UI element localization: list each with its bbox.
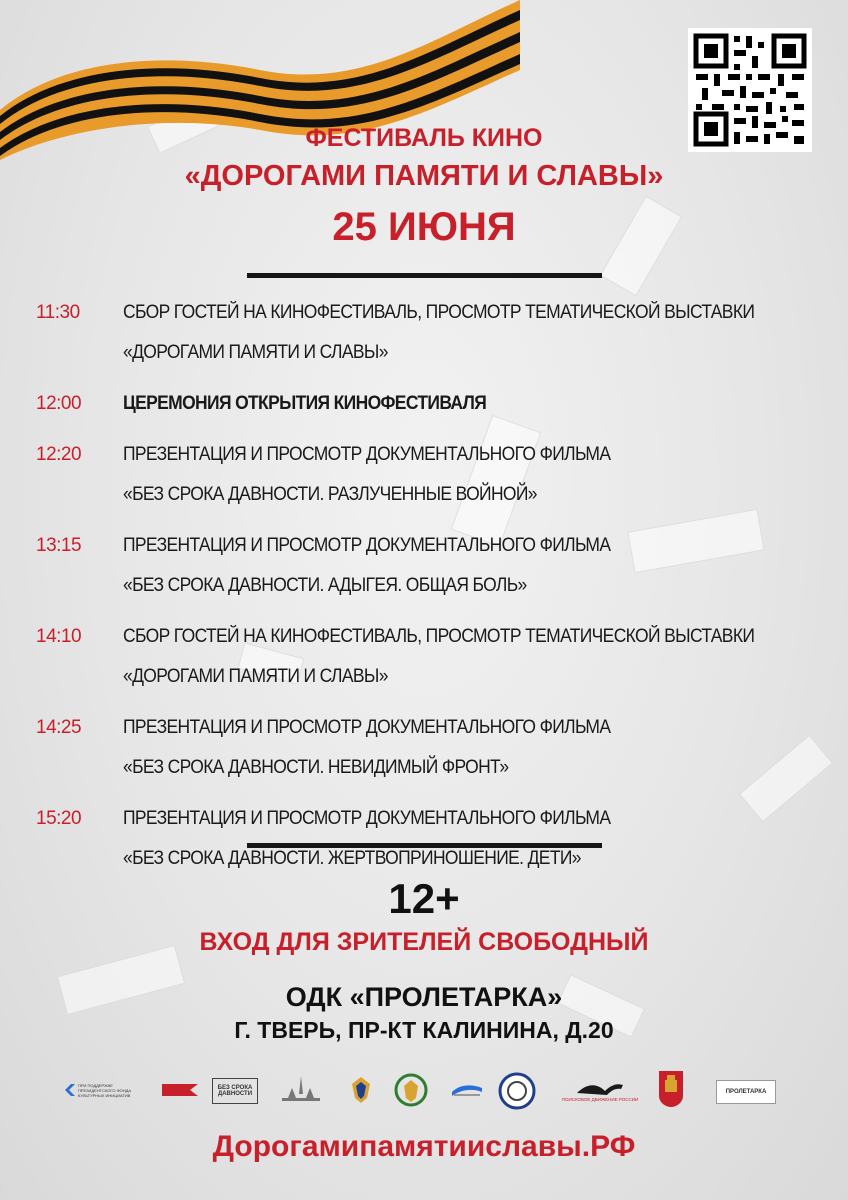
schedule-time: 12:00 (36, 393, 82, 414)
presidential-fund-logo: ПРИ ПОДДЕРЖКЕ ПРЕЗИДЕНТСКОГО ФОНДА КУЛЬТУРНЫХ ИНИЦИАТИВ (64, 1080, 148, 1100)
monument-logo (272, 1074, 330, 1104)
schedule-line: «БЕЗ СРОКА ДАВНОСТИ. ЖЕРТВОПРИНОШЕНИЕ. ДЕТИ» (123, 848, 581, 869)
schedule-description (123, 440, 742, 520)
schedule-time: 13:15 (36, 535, 82, 556)
schedule-description (123, 622, 754, 702)
schedule-item (36, 298, 796, 378)
schedule-time: 14:10 (36, 626, 82, 647)
website-link[interactable]: Дорогамипамятииславы.РФ (212, 1130, 636, 1163)
festival-label: ФЕСТИВАЛЬ КИНО (305, 124, 543, 152)
schedule-line: «ДОРОГАМИ ПАМЯТИ И СЛАВЫ» (123, 342, 388, 363)
schedule-time: 12:20 (36, 444, 82, 465)
round-seal-logo (498, 1072, 536, 1110)
schedule-line: ПРЕЗЕНТАЦИЯ И ПРОСМОТР ДОКУМЕНТАЛЬНОГО ФИЛЬМА (123, 535, 611, 556)
schedule-time: 11:30 (36, 302, 80, 323)
free-entry-notice: ВХОД ДЛЯ ЗРИТЕЛЕЙ СВОБОДНЫЙ (199, 928, 649, 956)
schedule-item (36, 440, 796, 520)
bez-sroka-davnosti-logo: БЕЗ СРОКА ДАВНОСТИ (212, 1078, 258, 1104)
schedule-line: СБОР ГОСТЕЙ НА КИНОФЕСТИВАЛЬ, ПРОСМОТР ТЕМАТИЧЕСКОЙ ВЫСТАВКИ (123, 302, 755, 323)
schedule-item (36, 389, 796, 429)
schedule-line: СБОР ГОСТЕЙ НА КИНОФЕСТИВАЛЬ, ПРОСМОТР ТЕМАТИЧЕСКОЙ ВЫСТАВКИ (123, 626, 755, 647)
schedule-line: ПРЕЗЕНТАЦИЯ И ПРОСМОТР ДОКУМЕНТАЛЬНОГО ФИЛЬМА (123, 717, 611, 738)
schedule-line: ПРЕЗЕНТАЦИЯ И ПРОСМОТР ДОКУМЕНТАЛЬНОГО ФИЛЬМА (123, 444, 611, 465)
schedule-line: ПРЕЗЕНТАЦИЯ И ПРОСМОТР ДОКУМЕНТАЛЬНОГО ФИЛЬМА (123, 808, 611, 829)
schedule-line: «ДОРОГАМИ ПАМЯТИ И СЛАВЫ» (123, 666, 388, 687)
red-flag-logo (160, 1082, 200, 1098)
venue-name: ОДК «ПРОЛЕТАРКА» (285, 982, 563, 1012)
partner-logos (60, 1068, 790, 1118)
age-rating: 12+ (388, 875, 460, 922)
schedule-item (36, 531, 796, 611)
schedule-item (36, 713, 796, 793)
schedule-description (123, 298, 754, 378)
search-movement-logo: ПОИСКОВОЕ ДВИЖЕНИЕ РОССИИ (560, 1074, 640, 1106)
festival-date: 25 ИЮНЯ (332, 205, 516, 249)
festival-name: «ДОРОГАМИ ПАМЯТИ И СЛАВЫ» (184, 160, 664, 192)
divider-bottom (247, 843, 602, 848)
schedule-description (123, 531, 742, 611)
ribbon-logo (450, 1082, 484, 1098)
schedule-item (36, 622, 796, 702)
emblem-logo (350, 1076, 372, 1104)
schedule-description (123, 713, 742, 793)
schedule-time: 14:25 (36, 717, 82, 738)
divider-top (247, 273, 602, 278)
prosecutor-emblem-logo (394, 1072, 428, 1108)
schedule-list (36, 298, 796, 895)
schedule-line: «БЕЗ СРОКА ДАВНОСТИ. НЕВИДИМЫЙ ФРОНТ» (123, 757, 509, 778)
schedule-description (123, 389, 742, 429)
schedule-time: 15:20 (36, 808, 82, 829)
schedule-line: «БЕЗ СРОКА ДАВНОСТИ. РАЗЛУЧЕННЫЕ ВОЙНОЙ» (123, 484, 537, 505)
venue-address: Г. ТВЕРЬ, ПР-КТ КАЛИНИНА, Д.20 (234, 1017, 614, 1043)
proletarka-logo: ПРОЛЕТАРКА (716, 1080, 776, 1104)
schedule-line: ЦЕРЕМОНИЯ ОТКРЫТИЯ КИНОФЕСТИВАЛЯ (123, 393, 487, 414)
schedule-line: «БЕЗ СРОКА ДАВНОСТИ. АДЫГЕЯ. ОБЩАЯ БОЛЬ» (123, 575, 527, 596)
tver-coat-of-arms-logo (658, 1070, 684, 1108)
